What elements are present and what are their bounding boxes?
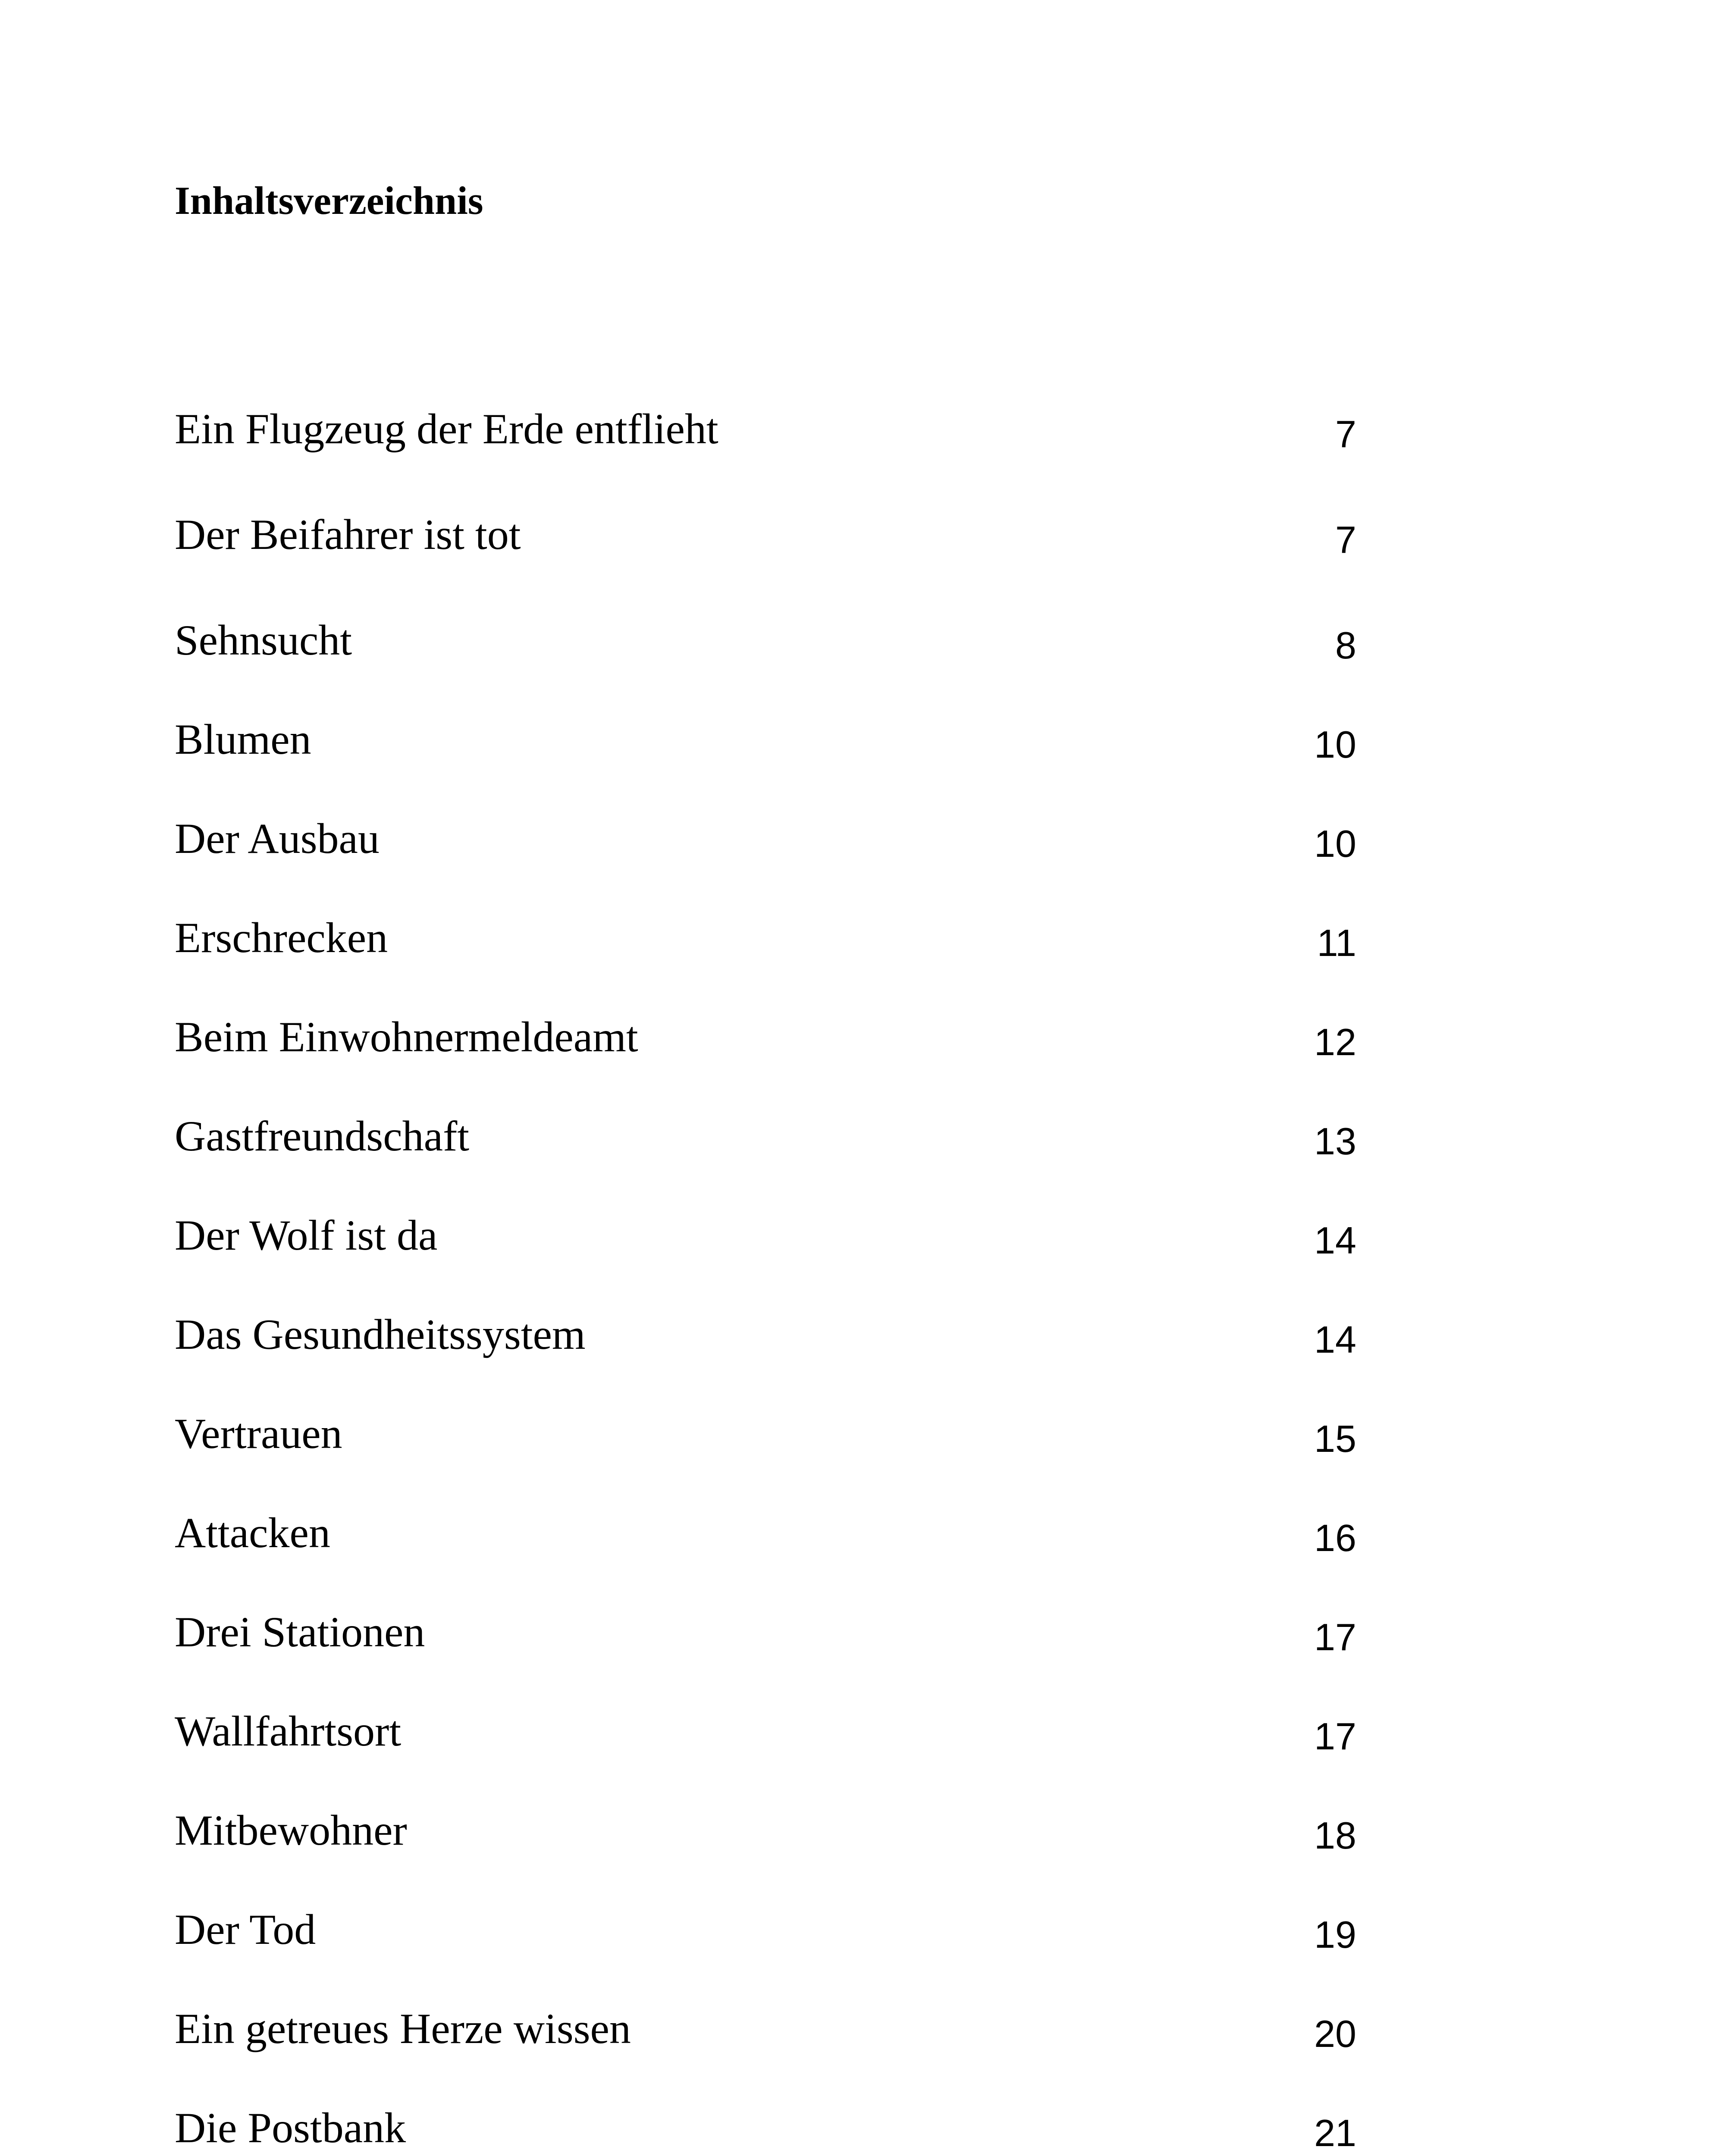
toc-entry-title: Der Tod: [175, 1905, 316, 1953]
toc-entry: [175, 903, 1356, 972]
toc-entry-title: Gastfreundschaft: [175, 1112, 470, 1160]
toc-entry: [175, 1796, 1356, 1865]
toc-entry-page-number: 7: [1335, 518, 1356, 561]
toc-entry: [175, 1697, 1356, 1766]
toc-entry-page-number: 18: [1314, 1814, 1356, 1857]
toc-entry-page-number: 13: [1314, 1120, 1356, 1163]
toc-entry-title: Das Gesundheitssystem: [175, 1310, 586, 1358]
toc-entry-page-number: 14: [1314, 1318, 1356, 1361]
toc-entry: [175, 804, 1356, 873]
toc-entry-page-number: 7: [1335, 413, 1356, 455]
toc-entry: [175, 395, 1356, 464]
toc-entry-page-number: 19: [1314, 1913, 1356, 1956]
toc-entry-title: Der Beifahrer ist tot: [175, 511, 521, 558]
toc-entry-page-number: 17: [1314, 1616, 1356, 1658]
toc-entry-page-number: 16: [1314, 1517, 1356, 1559]
toc-entry: [175, 1300, 1356, 1369]
toc-entry-title: Blumen: [175, 715, 311, 763]
toc-entry-page-number: 20: [1314, 2012, 1356, 2055]
toc-entry: [175, 1399, 1356, 1468]
toc-entry-title: Mitbewohner: [175, 1806, 407, 1854]
toc-heading: Inhaltsverzeichnis: [175, 179, 483, 222]
toc-entry-page-number: 10: [1314, 723, 1356, 766]
toc-entry-title: Ein Flugzeug der Erde entflieht: [175, 405, 719, 453]
toc-entry-title: Der Wolf ist da: [175, 1211, 438, 1259]
toc-entry-page-number: 15: [1314, 1417, 1356, 1460]
toc-entry: [175, 500, 1356, 569]
toc-entry-title: Erschrecken: [175, 914, 388, 962]
toc-entry: [175, 1598, 1356, 1667]
toc-entry-page-number: 11: [1317, 921, 1356, 964]
toc-entry: [175, 1201, 1356, 1270]
toc-entry: [175, 1498, 1356, 1567]
toc-entry-title: Vertrauen: [175, 1410, 342, 1457]
toc-entry-title: Attacken: [175, 1509, 330, 1557]
toc-entry-page-number: 21: [1314, 2112, 1356, 2154]
toc-entry-title: Sehnsucht: [175, 616, 352, 664]
toc-entry: [175, 606, 1356, 675]
toc-entry: [175, 705, 1356, 774]
toc-entry: [175, 1994, 1356, 2063]
toc-entry-title: Drei Stationen: [175, 1608, 425, 1656]
toc-entry-page-number: 17: [1314, 1715, 1356, 1758]
toc-entry: [175, 2093, 1356, 2156]
toc-entry-page-number: 8: [1335, 624, 1356, 667]
toc-entry-title: Ein getreues Herze wissen: [175, 2005, 631, 2053]
toc-entry: [175, 1003, 1356, 1072]
toc-entry-title: Wallfahrtsort: [175, 1707, 402, 1755]
toc-entry-title: Der Ausbau: [175, 815, 380, 862]
toc-entry-page-number: 12: [1314, 1021, 1356, 1063]
toc-entry-title: Beim Einwohnermeldeamt: [175, 1013, 638, 1061]
toc-entry-page-number: 14: [1314, 1219, 1356, 1262]
toc-entry-title: Die Postbank: [175, 2104, 406, 2152]
toc-entry: [175, 1895, 1356, 1964]
toc-entry-page-number: 10: [1314, 822, 1356, 865]
toc-entry: [175, 1102, 1356, 1171]
